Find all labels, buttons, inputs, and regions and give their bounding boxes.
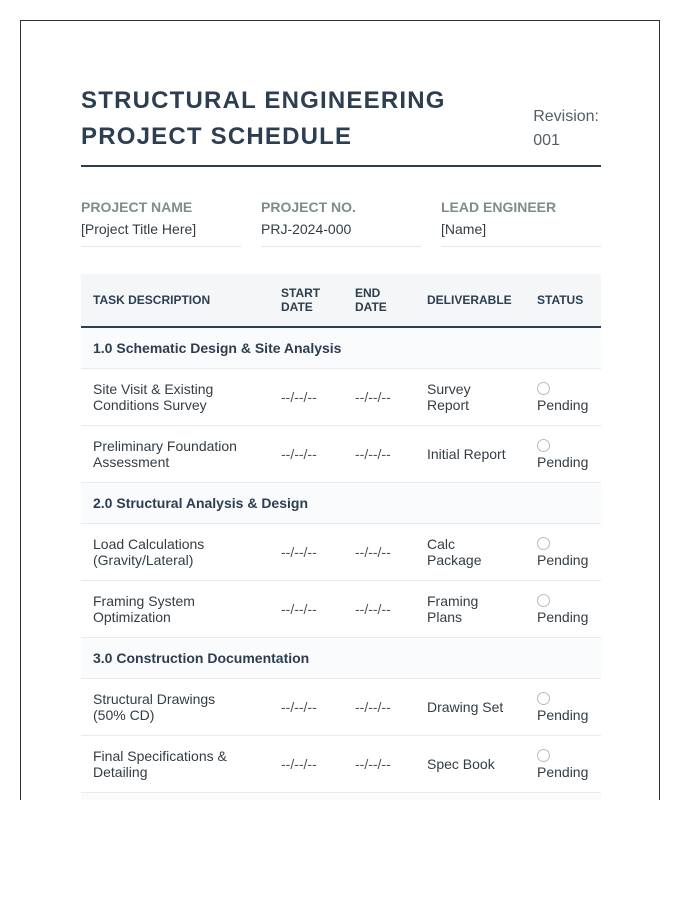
end-date: --/--/-- — [343, 524, 415, 581]
status-cell — [525, 679, 601, 736]
deliverable-line-1: Framing — [427, 593, 479, 609]
column-header-task: TASK DESCRIPTION — [81, 274, 269, 327]
task-line-1: Final Specifications & — [93, 748, 227, 764]
status-cell — [525, 736, 601, 793]
status-cell — [525, 524, 601, 581]
project-name-label: PROJECT NAME — [81, 199, 193, 215]
project-number-value: PRJ-2024-000 — [261, 221, 352, 237]
status-radio-icon[interactable] — [537, 749, 550, 762]
task-line-2: (50% CD) — [93, 707, 155, 723]
status-text: Pending — [537, 608, 589, 625]
end-date: --/--/-- — [343, 736, 415, 793]
phase-title: 2.0 Structural Analysis & Design — [81, 483, 601, 524]
deliverable-line-2: Package — [427, 552, 482, 568]
deliverable — [415, 524, 525, 581]
project-name-field — [81, 198, 241, 247]
task-line-2: Optimization — [93, 609, 171, 625]
column-header-start-date — [269, 274, 343, 327]
column-header-end-date — [343, 274, 415, 327]
deliverable-line-1: Calc — [427, 536, 456, 552]
end-date: --/--/-- — [343, 679, 415, 736]
revision-block — [533, 105, 599, 153]
project-name-value: [Project Title Here] — [81, 221, 197, 237]
phase-title: 3.0 Construction Documentation — [81, 638, 601, 679]
task-description — [81, 426, 269, 483]
lead-engineer-field — [441, 198, 601, 247]
end-date: --/--/-- — [343, 581, 415, 638]
task-line-1: Structural Drawings — [93, 691, 216, 707]
phase-title: 1.0 Schematic Design & Site Analysis — [81, 327, 601, 369]
deliverable-line-1: Survey — [427, 381, 471, 397]
project-number-field — [261, 198, 421, 247]
status-radio-icon[interactable] — [537, 382, 550, 395]
task-line-1: Preliminary Foundation — [93, 438, 237, 454]
task-description — [81, 679, 269, 736]
table-row — [81, 736, 601, 793]
deliverable — [415, 581, 525, 638]
title-line-2: PROJECT SCHEDULE — [81, 123, 353, 150]
phase-row — [81, 483, 601, 524]
status-cell — [525, 581, 601, 638]
project-meta — [81, 198, 601, 278]
task-description — [81, 524, 269, 581]
start-date: --/--/-- — [269, 524, 343, 581]
deliverable-line-2: Plans — [427, 609, 463, 625]
continuation-cell — [81, 793, 601, 801]
start-date: --/--/-- — [269, 581, 343, 638]
document-page — [20, 20, 660, 800]
task-line-1: Framing System — [93, 593, 195, 609]
lead-engineer-value: [Name] — [441, 221, 487, 237]
task-description — [81, 736, 269, 793]
table-header-row — [81, 274, 601, 327]
task-line-2: Conditions Survey — [93, 397, 207, 413]
project-number-label: PROJECT NO. — [261, 199, 356, 215]
task-description — [81, 369, 269, 426]
status-text: Pending — [537, 396, 589, 413]
status-radio-icon[interactable] — [537, 537, 550, 550]
revision-label: Revision: — [533, 108, 599, 125]
end-date-header-line2: DATE — [355, 300, 387, 314]
task-description — [81, 581, 269, 638]
page-title — [81, 83, 501, 155]
table-continuation — [81, 793, 601, 801]
start-date-header-line1: START — [281, 286, 321, 300]
task-line-1: Site Visit & Existing — [93, 381, 214, 397]
status-radio-icon[interactable] — [537, 692, 550, 705]
end-date-header-line1: END — [355, 286, 381, 300]
status-radio-icon[interactable] — [537, 594, 550, 607]
start-date: --/--/-- — [269, 369, 343, 426]
table-row — [81, 426, 601, 483]
deliverable: Initial Report — [415, 426, 525, 483]
deliverable: Spec Book — [415, 736, 525, 793]
document-header — [81, 21, 601, 167]
end-date: --/--/-- — [343, 369, 415, 426]
task-line-2: (Gravity/Lateral) — [93, 552, 194, 568]
table-row — [81, 369, 601, 426]
status-cell — [525, 369, 601, 426]
status-text: Pending — [537, 551, 589, 568]
lead-engineer-label: LEAD ENGINEER — [441, 199, 557, 215]
revision-value: 001 — [533, 132, 560, 149]
status-cell — [525, 426, 601, 483]
status-text: Pending — [537, 706, 589, 723]
schedule-table — [81, 274, 601, 800]
table-row — [81, 524, 601, 581]
column-header-status: STATUS — [525, 274, 601, 327]
column-header-deliverable: DELIVERABLE — [415, 274, 525, 327]
table-row — [81, 679, 601, 736]
task-line-1: Load Calculations — [93, 536, 205, 552]
task-line-2: Detailing — [93, 764, 148, 780]
phase-row — [81, 638, 601, 679]
start-date: --/--/-- — [269, 426, 343, 483]
phase-row — [81, 327, 601, 369]
document-content — [81, 21, 601, 780]
table-row — [81, 581, 601, 638]
deliverable: Drawing Set — [415, 679, 525, 736]
start-date: --/--/-- — [269, 679, 343, 736]
status-text: Pending — [537, 763, 589, 780]
task-line-2: Assessment — [93, 454, 170, 470]
deliverable-line-2: Report — [427, 397, 470, 413]
status-text: Pending — [537, 453, 589, 470]
end-date: --/--/-- — [343, 426, 415, 483]
status-radio-icon[interactable] — [537, 439, 550, 452]
start-date-header-line2: DATE — [281, 300, 313, 314]
start-date: --/--/-- — [269, 736, 343, 793]
deliverable — [415, 369, 525, 426]
title-line-1: STRUCTURAL ENGINEERING — [81, 87, 446, 114]
